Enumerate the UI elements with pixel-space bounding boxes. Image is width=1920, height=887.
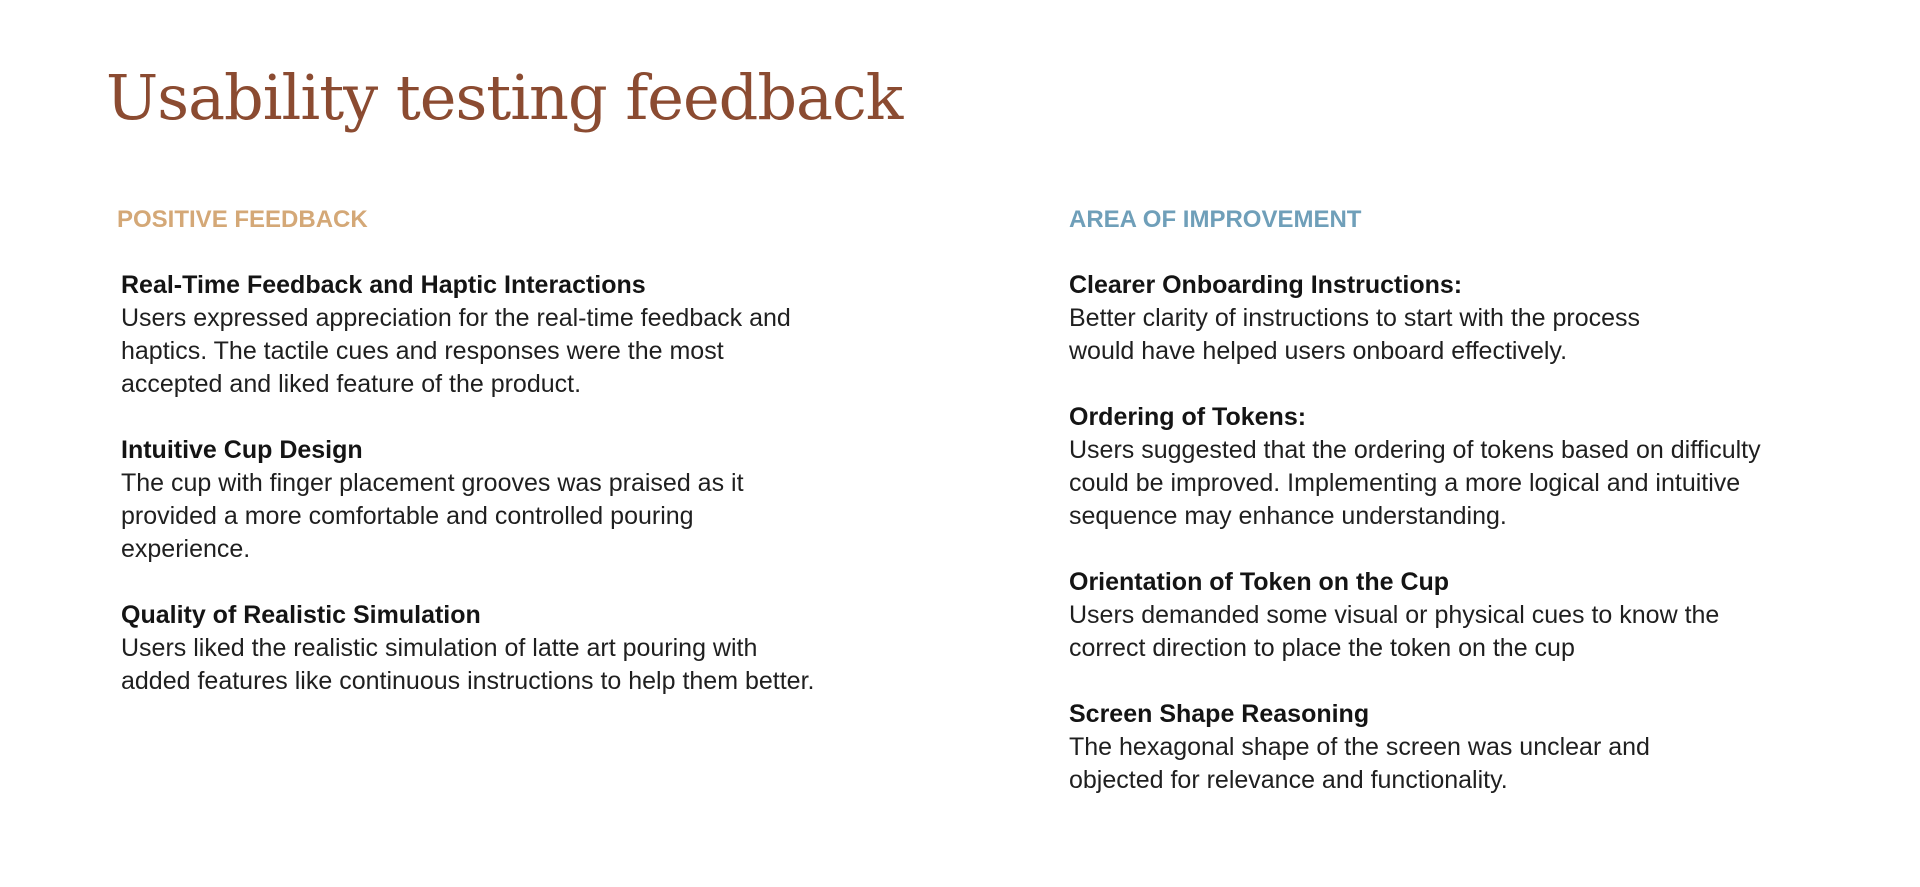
improvement-item-body: Users demanded some visual or physical cues to know the correct direction to place the token on the cup — [1069, 601, 1720, 662]
feedback-item — [121, 599, 841, 698]
positive-feedback-list — [121, 269, 841, 731]
improvement-item — [1069, 566, 1829, 665]
page-title: Usability testing feedback — [106, 61, 903, 134]
improvement-item-title: Orientation of Token on the Cup — [1069, 568, 1450, 596]
feedback-item-body: Users liked the realistic simulation of latte art pouring with added features like continuous instructions to help them better. — [121, 634, 815, 695]
feedback-item-title: Quality of Realistic Simulation — [121, 601, 481, 629]
improvement-item-body: Users suggested that the ordering of tokens based on difficulty could be improved. Implementing a more logical and intuitive sequence may enhance understanding. — [1069, 436, 1761, 530]
improvement-item — [1069, 401, 1829, 533]
improvement-item — [1069, 269, 1829, 368]
improvement-item-body: The hexagonal shape of the screen was unclear and objected for relevance and functionality. — [1069, 733, 1650, 794]
improvement-item-title: Ordering of Tokens: — [1069, 403, 1307, 431]
feedback-item-title: Intuitive Cup Design — [121, 436, 363, 464]
improvement-heading: AREA OF IMPROVEMENT — [1069, 206, 1362, 233]
improvement-list — [1069, 269, 1829, 830]
feedback-item-body: Users expressed appreciation for the real-time feedback and haptics. The tactile cues and responses were the most accepted and liked feature of the product. — [121, 304, 791, 398]
improvement-section — [1069, 204, 1829, 794]
positive-feedback-heading: POSITIVE FEEDBACK — [117, 206, 368, 233]
feedback-item — [121, 269, 841, 401]
improvement-item-body: Better clarity of instructions to start with the process would have helped users onboard effectively. — [1069, 304, 1641, 365]
improvement-item — [1069, 698, 1829, 797]
improvement-item-title: Screen Shape Reasoning — [1069, 700, 1370, 728]
feedback-item-title: Real-Time Feedback and Haptic Interactions — [121, 271, 646, 299]
feedback-item — [121, 434, 841, 566]
improvement-item-title: Clearer Onboarding Instructions: — [1069, 271, 1463, 299]
feedback-item-body: The cup with finger placement grooves was praised as it provided a more comfortable and controlled pouring experience. — [121, 469, 744, 563]
positive-feedback-section — [117, 204, 837, 695]
